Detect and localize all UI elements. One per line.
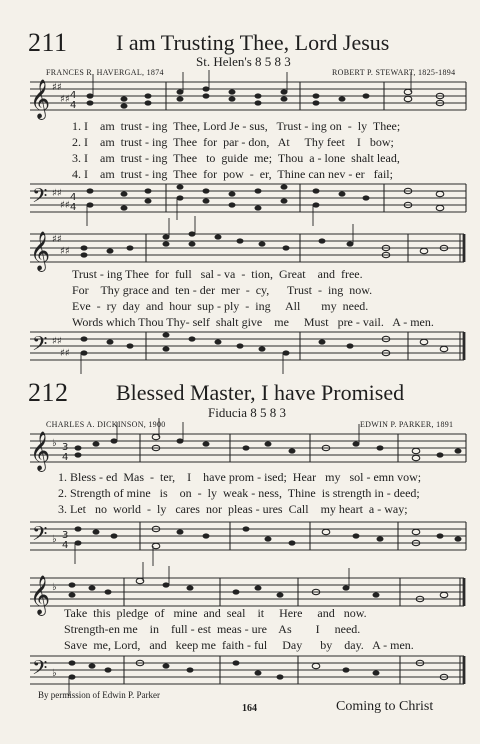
verse-line: 4. I am trust - ing Thee for pow - er, Thine can nev - er fail; <box>72 167 393 181</box>
svg-text:♯♯: ♯♯ <box>52 336 62 347</box>
svg-text:♯♯: ♯♯ <box>52 188 62 199</box>
page-number: 164 <box>242 703 257 714</box>
treble-clef-icon: 𝄞 <box>30 79 51 119</box>
verse-line: 3. Let no world - ly cares nor pleas - ures Call my heart a - way; <box>58 502 408 516</box>
tune-name: Fiducia 8 5 8 3 <box>208 405 286 420</box>
staff-lines <box>30 82 466 110</box>
music-staff <box>0 520 480 560</box>
svg-text:♭: ♭ <box>52 668 57 679</box>
svg-text:♭: ♭ <box>52 582 57 593</box>
svg-text:♯♯: ♯♯ <box>60 246 70 257</box>
music-staff <box>0 330 480 370</box>
hymn-title: Blessed Master, I have Promised <box>116 380 405 405</box>
tune-name: St. Helen's 8 5 8 3 <box>196 54 291 69</box>
music-staff <box>0 80 480 120</box>
verse-line: Take this pledge of mine and seal it Here and now. <box>64 606 367 620</box>
hymn-number: 211 <box>28 28 68 57</box>
svg-text:4: 4 <box>62 540 69 551</box>
music-staff <box>0 654 480 694</box>
verse-line: Save me, Lord, and keep me faith - ful Day by day. A - men. <box>64 638 414 652</box>
bass-clef-icon: 𝄢 <box>32 184 48 212</box>
svg-text:𝄢: 𝄢 <box>32 522 48 550</box>
verse-line: Eve - ry day and hour sup - ply - ing All my need. <box>72 299 369 313</box>
hymn-number: 212 <box>28 378 69 407</box>
svg-text:4: 4 <box>70 192 77 203</box>
svg-text:4: 4 <box>62 452 69 463</box>
svg-text:𝄞: 𝄞 <box>30 431 51 471</box>
svg-text:𝄢: 𝄢 <box>32 332 48 360</box>
music-staff <box>0 232 480 272</box>
verse-line: 1. Bless - ed Mas - ter, I have prom - ised; Hear my sol - emn vow; <box>58 470 422 484</box>
verse-line: 2. I am trust - ing Thee for par - don, At Thy feet I bow; <box>72 135 394 149</box>
svg-text:♯♯: ♯♯ <box>60 348 70 359</box>
svg-text:♭: ♭ <box>52 534 57 545</box>
verse-line: 2. Strength of mine is on - ly weak - ness, Thine is strength in - deed; <box>58 486 420 500</box>
verse-line: 3. I am trust - ing Thee to guide me; Thou a - lone shalt lead, <box>72 151 400 165</box>
hymn-title: I am Trusting Thee, Lord Jesus <box>116 30 390 55</box>
svg-text:4: 4 <box>70 202 77 213</box>
svg-text:4: 4 <box>70 90 77 101</box>
svg-text:♯♯: ♯♯ <box>60 94 70 105</box>
words-credit: FRANCES R. HAVERGAL, 1874 <box>46 68 164 77</box>
svg-text:𝄢: 𝄢 <box>32 656 48 684</box>
music-staff <box>0 432 480 472</box>
verse-line: Trust - ing Thee for full sal - va - tion, Great and free. <box>72 267 363 281</box>
music-credit: ROBERT P. STEWART, 1825-1894 <box>332 68 456 77</box>
svg-text:3: 3 <box>62 442 69 453</box>
verse-line: For Thy grace and ten - der mer - cy, Trust - ing now. <box>72 283 373 297</box>
svg-text:𝄞: 𝄞 <box>30 231 51 271</box>
verse-line: Strength-en me in full - est meas - ure As I need. <box>64 622 361 636</box>
verse-line: Words which Thou Thy- self shalt give me Must pre - vail. A - men. <box>72 315 434 329</box>
svg-text:4: 4 <box>70 100 77 111</box>
svg-text:♭: ♭ <box>52 438 57 449</box>
section-title: Coming to Christ <box>336 699 434 714</box>
verse-line: 1. I am trust - ing Thee, Lord Je - sus, Trust - ing on - ly Thee; <box>72 119 401 133</box>
music-staff <box>0 182 480 222</box>
svg-text:𝄞: 𝄞 <box>30 575 51 615</box>
permission-note: By permission of Edwin P. Parker <box>38 690 160 700</box>
music-credit: EDWIN P. PARKER, 1891 <box>360 420 454 429</box>
svg-text:3: 3 <box>62 530 69 541</box>
svg-text:♯♯: ♯♯ <box>60 200 70 211</box>
words-credit: CHARLES A. DICKINSON, 1900 <box>46 420 166 429</box>
svg-text:♯♯: ♯♯ <box>52 234 62 245</box>
svg-text:♯♯: ♯♯ <box>52 82 62 93</box>
